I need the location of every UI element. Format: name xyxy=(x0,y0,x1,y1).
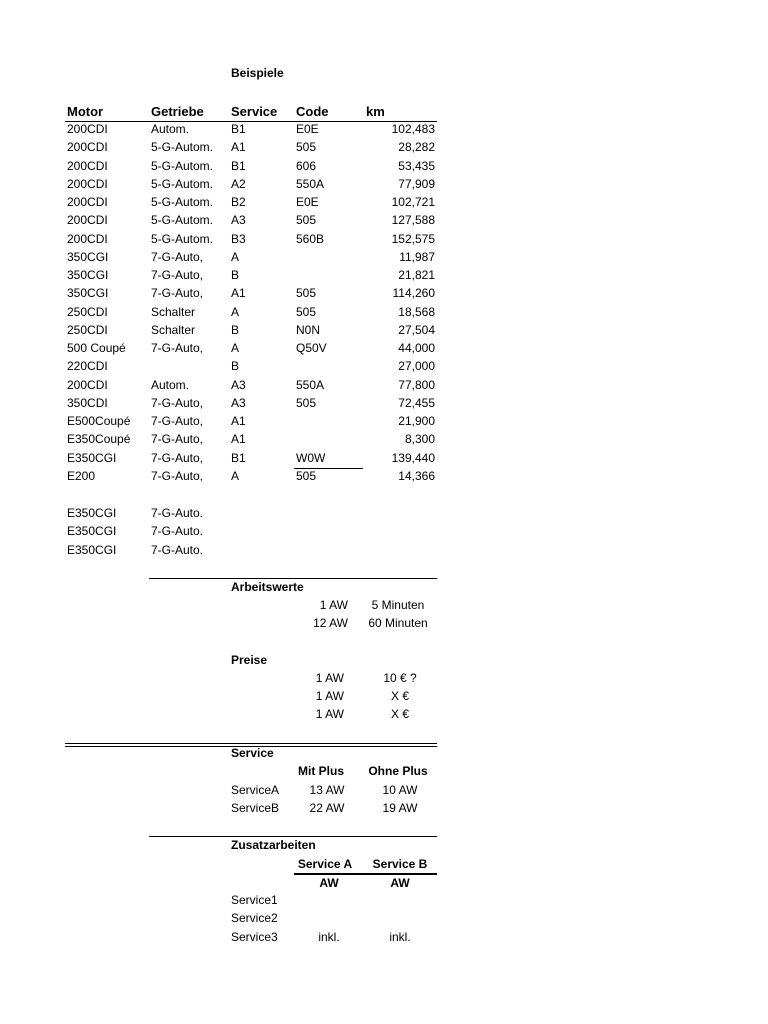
zusatz-row-label: Service1 xyxy=(231,893,278,907)
cell-km: 77,909 xyxy=(398,177,435,191)
service-row-mit: 22 AW xyxy=(309,801,345,815)
cell-km: 27,000 xyxy=(398,359,435,373)
preise-aw-3: 1 AW xyxy=(315,707,344,721)
cell-motor: 200CDI xyxy=(67,122,108,136)
service-col-ohneplus: Ohne Plus xyxy=(368,764,428,778)
cell-service: B xyxy=(231,359,240,373)
cell-code: Q50V xyxy=(296,341,327,355)
service-col-mitplus: Mit Plus xyxy=(297,764,344,778)
cell-code: 606 xyxy=(296,159,317,173)
preise-value-2: X € xyxy=(390,689,409,703)
cell-getriebe: 5-G-Autom. xyxy=(151,140,214,154)
zusatz-col-service-a: Service A xyxy=(297,857,353,871)
cell-km: 8,300 xyxy=(404,432,435,446)
code-underline xyxy=(294,468,363,469)
cell-motor: 350CGI xyxy=(67,268,109,282)
cell-km: 77,800 xyxy=(398,378,435,392)
cell-motor: E350Coupé xyxy=(67,432,131,446)
cell-service: A3 xyxy=(231,396,246,410)
cell-km: 18,568 xyxy=(398,305,435,319)
cell-motor: 250CDI xyxy=(67,323,108,337)
cell-km: 72,455 xyxy=(398,396,435,410)
cell-service: A1 xyxy=(231,140,246,154)
cell-km: 53,435 xyxy=(398,159,435,173)
cell-getriebe: 7-G-Auto, xyxy=(151,341,204,355)
zusatz-unit-a: AW xyxy=(319,876,339,890)
arbeitswerte-aw-1: 1 AW xyxy=(319,598,348,612)
cell-getriebe: Autom. xyxy=(151,122,190,136)
cell-getriebe: Schalter xyxy=(151,305,196,319)
cell-code: 505 xyxy=(296,469,317,483)
cell-km: 152,575 xyxy=(391,232,435,246)
cell-motor: E200 xyxy=(67,469,96,483)
cell-service: A xyxy=(231,341,240,355)
cell-getriebe: Schalter xyxy=(151,323,196,337)
cell-motor: 200CDI xyxy=(67,378,108,392)
service-title: Service xyxy=(231,746,274,760)
cell-getriebe: 7-G-Auto, xyxy=(151,250,204,264)
zusatz-row-b: inkl. xyxy=(389,930,411,944)
cell-code: W0W xyxy=(296,451,326,465)
arbeitswerte-title: Arbeitswerte xyxy=(231,580,304,594)
cell-service: B xyxy=(231,323,240,337)
preise-value-3: X € xyxy=(390,707,409,721)
cell-km: 102,721 xyxy=(391,195,435,209)
zusatz-header-underline xyxy=(294,873,437,875)
cell-motor: 250CDI xyxy=(67,305,108,319)
cell-getriebe: Autom. xyxy=(151,378,190,392)
cell-service: B xyxy=(231,268,240,282)
cell-service: A1 xyxy=(231,414,246,428)
arbeitswerte-value-2: 60 Minuten xyxy=(368,616,428,630)
arbeitswerte-value-1: 5 Minuten xyxy=(371,598,425,612)
cell-service: B1 xyxy=(231,159,246,173)
cell-km: 114,260 xyxy=(392,286,435,300)
service-row-label: ServiceA xyxy=(231,783,280,797)
cell-code: 550A xyxy=(296,177,325,191)
extra-cell-getriebe: 7-G-Auto. xyxy=(151,543,204,557)
cell-code: E0E xyxy=(296,195,319,209)
arbeitswerte-topline xyxy=(149,578,437,579)
cell-getriebe: 5-G-Autom. xyxy=(151,232,214,246)
cell-getriebe: 7-G-Auto, xyxy=(151,268,204,282)
cell-motor: 350CGI xyxy=(67,286,109,300)
cell-code: 505 xyxy=(296,140,317,154)
cell-service: B3 xyxy=(231,232,246,246)
extra-cell-getriebe: 7-G-Auto. xyxy=(151,506,204,520)
service-topline-1 xyxy=(65,743,437,744)
preise-aw-1: 1 AW xyxy=(315,671,344,685)
cell-code: E0E xyxy=(296,122,319,136)
extra-cell-getriebe: 7-G-Auto. xyxy=(151,524,204,538)
cell-getriebe: 7-G-Auto, xyxy=(151,469,204,483)
preise-aw-2: 1 AW xyxy=(315,689,344,703)
cell-km: 28,282 xyxy=(398,140,435,154)
cell-service: A1 xyxy=(231,286,246,300)
service-row-ohne: 19 AW xyxy=(382,801,418,815)
cell-service: B1 xyxy=(231,122,246,136)
zusatz-unit-b: AW xyxy=(390,876,410,890)
cell-getriebe: 5-G-Autom. xyxy=(151,159,214,173)
cell-motor: 200CDI xyxy=(67,159,108,173)
cell-motor: 350CDI xyxy=(67,396,108,410)
cell-getriebe: 5-G-Autom. xyxy=(151,213,214,227)
arbeitswerte-aw-2: 12 AW xyxy=(313,616,348,630)
extra-cell-motor: E350CGI xyxy=(67,506,117,520)
cell-motor: E500Coupé xyxy=(67,414,131,428)
header-getriebe: Getriebe xyxy=(151,104,204,119)
cell-km: 102,483 xyxy=(391,122,435,136)
extra-cell-motor: E350CGI xyxy=(67,524,117,538)
zusatz-row-label: Service3 xyxy=(231,930,278,944)
cell-km: 21,821 xyxy=(398,268,435,282)
cell-getriebe: 7-G-Auto, xyxy=(151,396,204,410)
cell-motor: 200CDI xyxy=(67,195,108,209)
preise-value-1: 10 € ? xyxy=(383,671,417,685)
cell-service: A1 xyxy=(231,432,246,446)
cell-motor: 220CDI xyxy=(67,359,108,373)
cell-km: 21,900 xyxy=(398,414,435,428)
cell-code: 550A xyxy=(296,378,325,392)
cell-km: 44,000 xyxy=(398,341,435,355)
cell-motor: 200CDI xyxy=(67,232,108,246)
cell-motor: E350CGI xyxy=(67,451,117,465)
cell-motor: 200CDI xyxy=(67,213,108,227)
cell-service: A3 xyxy=(231,378,246,392)
zusatz-col-service-b: Service B xyxy=(372,857,428,871)
cell-km: 139,440 xyxy=(391,451,435,465)
cell-motor: 350CGI xyxy=(67,250,109,264)
cell-km: 11,987 xyxy=(399,250,435,264)
extra-cell-motor: E350CGI xyxy=(67,543,117,557)
sheet-title: Beispiele xyxy=(231,66,284,80)
cell-service: B1 xyxy=(231,451,246,465)
cell-km: 14,366 xyxy=(398,469,435,483)
header-motor: Motor xyxy=(67,104,104,119)
cell-motor: 200CDI xyxy=(67,140,108,154)
header-km: km xyxy=(366,104,385,119)
cell-getriebe: 7-G-Auto, xyxy=(151,451,204,465)
zusatz-row-a: inkl. xyxy=(318,930,340,944)
cell-getriebe: 5-G-Autom. xyxy=(151,195,214,209)
header-service: Service xyxy=(231,104,278,119)
cell-getriebe: 5-G-Autom. xyxy=(151,177,214,191)
service-row-mit: 13 AW xyxy=(309,783,345,797)
cell-service: A xyxy=(231,250,240,264)
cell-getriebe: 7-G-Auto, xyxy=(151,432,204,446)
cell-code: N0N xyxy=(296,323,321,337)
cell-code: 505 xyxy=(296,286,317,300)
cell-km: 27,504 xyxy=(398,323,435,337)
cell-motor: 200CDI xyxy=(67,177,108,191)
zusatz-topline xyxy=(149,836,437,837)
cell-code: 560B xyxy=(296,232,325,246)
zusatz-title: Zusatzarbeiten xyxy=(231,838,316,852)
cell-service: A xyxy=(231,469,240,483)
cell-service: A2 xyxy=(231,177,246,191)
cell-km: 127,588 xyxy=(391,213,435,227)
cell-code: 505 xyxy=(296,396,317,410)
zusatz-row-label: Service2 xyxy=(231,911,278,925)
cell-getriebe: 7-G-Auto, xyxy=(151,414,204,428)
cell-service: B2 xyxy=(231,195,246,209)
cell-code: 505 xyxy=(296,305,317,319)
service-row-ohne: 10 AW xyxy=(382,783,418,797)
cell-getriebe: 7-G-Auto, xyxy=(151,286,204,300)
cell-service: A xyxy=(231,305,240,319)
cell-code: 505 xyxy=(296,213,317,227)
header-code: Code xyxy=(296,104,329,119)
cell-motor: 500 Coupé xyxy=(67,341,126,355)
service-row-label: ServiceB xyxy=(231,801,280,815)
cell-service: A3 xyxy=(231,213,246,227)
preise-title: Preise xyxy=(231,653,268,667)
